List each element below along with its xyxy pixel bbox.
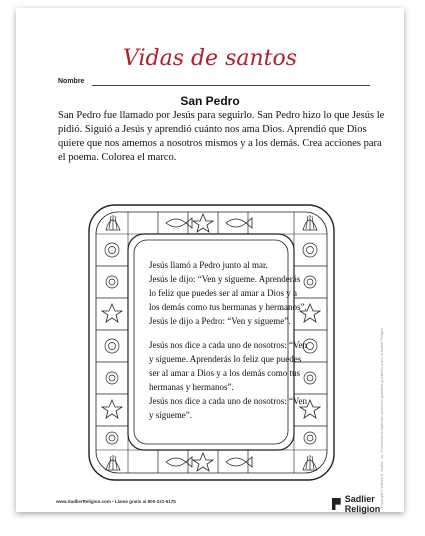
intro-paragraph: San Pedro fue llamado por Jesús para seguirlo. San Pedro hizo lo que Jesús le pidió. Siguió a Jesús y aprendió cuánto nos ama Dios. Aprendió que Dios quiere que nos amemos a nosotros mismos y a los demás. Crea acciones para el poema. Colorea el marco. bbox=[58, 110, 385, 163]
footer-contact: www.SadlierReligion.com • Llame gratis al 800-221-5175 bbox=[56, 499, 176, 504]
poem-text bbox=[149, 258, 309, 432]
sadlier-logo-icon bbox=[332, 498, 341, 510]
brand-name: Sadlier Religion bbox=[344, 494, 381, 514]
poem-stanza-2: Jesús nos dice a cada uno de nosotros: “Ven y sígueme. Aprenderás lo feliz que puedes ser al amar a Dios y a los demás como tus hermanas y hermanos”. Jesús nos dice a cada uno de nosotros: “Ven y sígueme”. bbox=[149, 340, 307, 420]
worksheet-page bbox=[16, 8, 404, 512]
copyright-note: Copyright © William H. Sadlier, Inc. Permission to duplicate classroom quantities granted to users of Sadlier Religion. bbox=[380, 326, 384, 508]
brand-logo bbox=[332, 494, 404, 514]
poem-stanza-1: Jesús llamó a Pedro junto al mar. Jesús le dijo: “Ven y sígueme. Aprenderás lo feliz que puedes ser al amar a Dios y a los demás como tus hermanas y hermanos”. Jesús le dijo a Pedro: “Ven y sígueme”. bbox=[149, 260, 307, 326]
worksheet-title: Vidas de santos bbox=[122, 46, 298, 71]
name-label: Nombre bbox=[58, 78, 85, 85]
saint-heading: San Pedro bbox=[180, 94, 240, 108]
